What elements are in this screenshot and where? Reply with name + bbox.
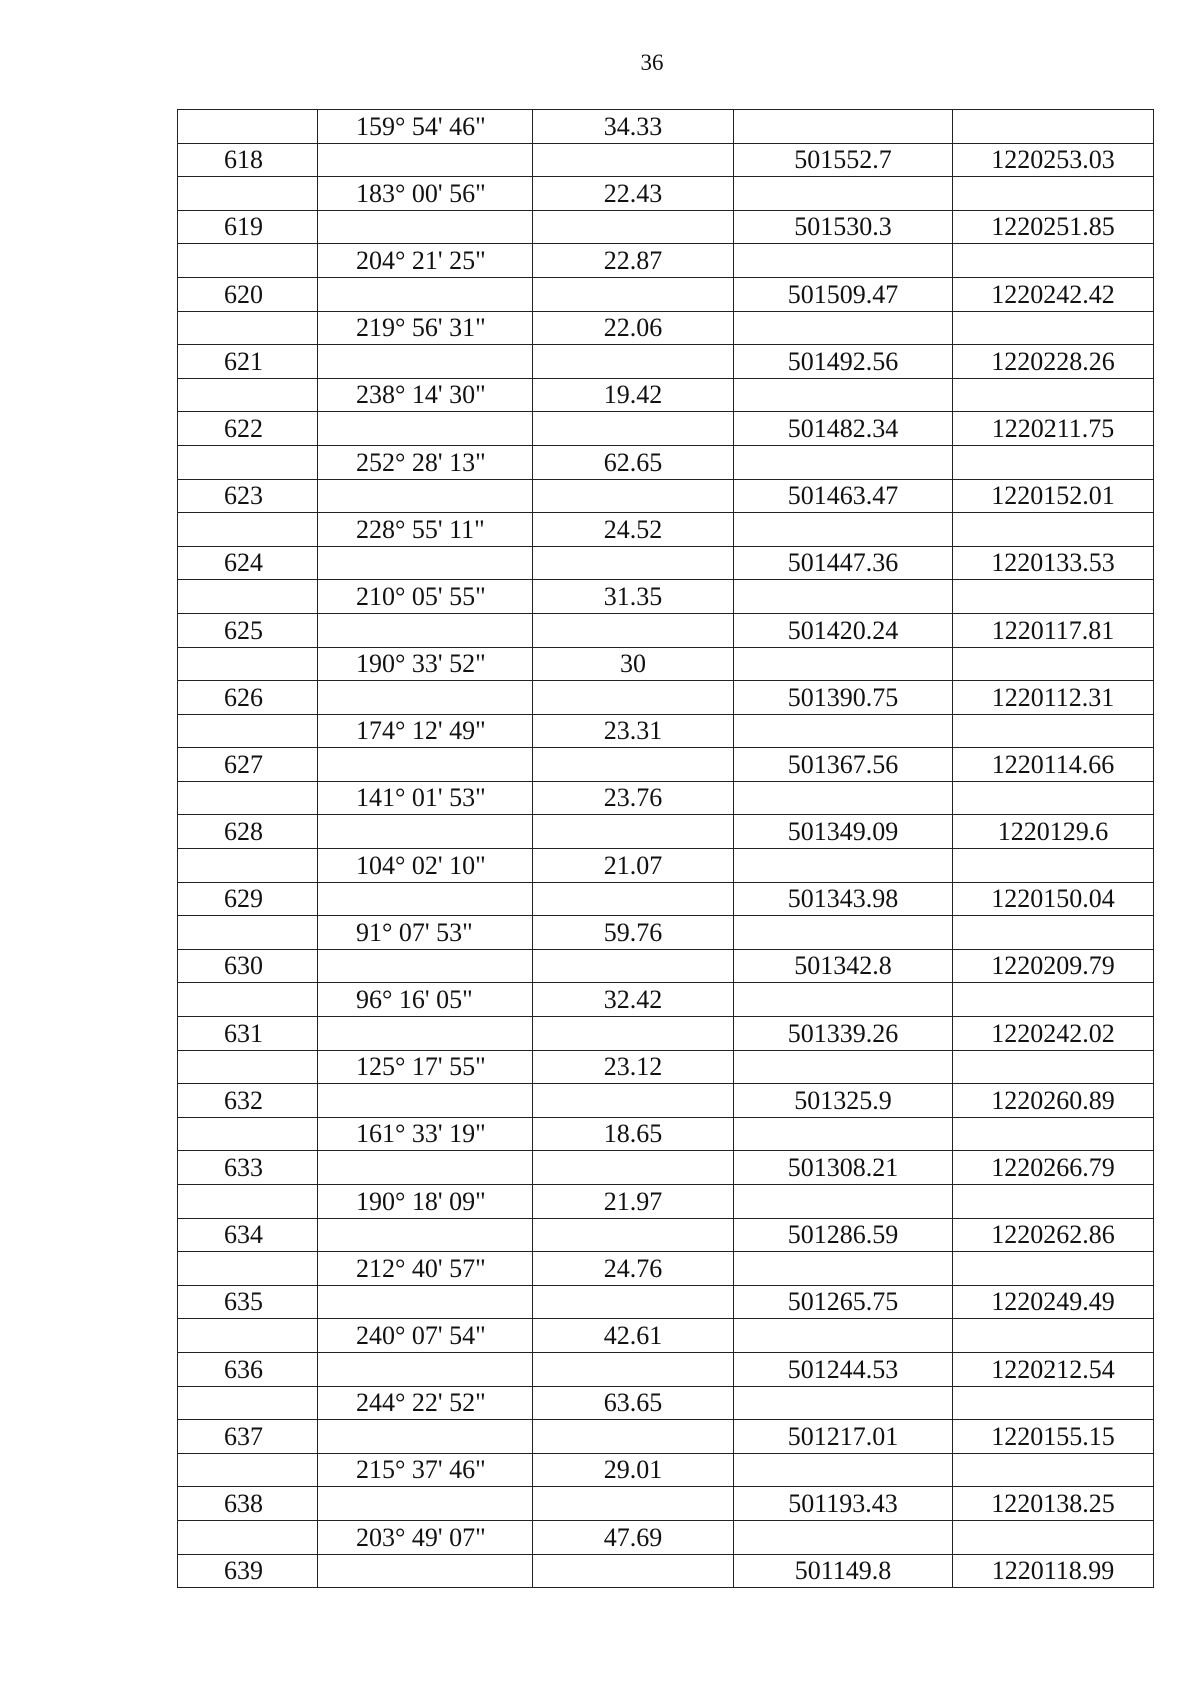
bearing-cell <box>318 479 533 513</box>
easting-cell: 1220249.49 <box>953 1285 1154 1319</box>
northing-cell: 501244.53 <box>734 1352 953 1386</box>
point-id-cell: 639 <box>178 1554 318 1588</box>
distance-cell: 63.65 <box>533 1386 734 1420</box>
point-row <box>178 1285 1154 1319</box>
distance-cell: 62.65 <box>533 445 734 479</box>
easting-cell: 1220150.04 <box>953 882 1154 916</box>
northing-cell: 501265.75 <box>734 1285 953 1319</box>
distance-cell: 34.33 <box>533 110 734 144</box>
bearing-cell <box>318 546 533 580</box>
distance-cell: 19.42 <box>533 378 734 412</box>
bearing-cell <box>318 277 533 311</box>
segment-row <box>178 1252 1154 1286</box>
easting-cell: 1220211.75 <box>953 412 1154 446</box>
bearing-cell <box>318 613 533 647</box>
point-id-cell <box>178 513 318 547</box>
bearing-cell <box>318 1285 533 1319</box>
distance-cell <box>533 1420 734 1454</box>
bearing-cell: 228° 55' 11" <box>318 513 533 547</box>
point-row <box>178 277 1154 311</box>
point-id-cell <box>178 1319 318 1353</box>
point-id-cell <box>178 1520 318 1554</box>
bearing-cell <box>318 1420 533 1454</box>
northing-cell <box>734 1453 953 1487</box>
segment-row <box>178 311 1154 345</box>
distance-cell <box>533 1151 734 1185</box>
easting-cell: 1220114.66 <box>953 748 1154 782</box>
point-row <box>178 681 1154 715</box>
bearing-cell <box>318 815 533 849</box>
northing-cell: 501193.43 <box>734 1487 953 1521</box>
bearing-cell: 215° 37' 46" <box>318 1453 533 1487</box>
distance-cell <box>533 1487 734 1521</box>
distance-cell <box>533 949 734 983</box>
northing-cell: 501492.56 <box>734 345 953 379</box>
distance-cell <box>533 210 734 244</box>
easting-cell <box>953 244 1154 278</box>
distance-cell: 22.43 <box>533 177 734 211</box>
point-id-cell <box>178 244 318 278</box>
point-id-cell <box>178 1185 318 1219</box>
bearing-cell <box>318 1218 533 1252</box>
easting-cell: 1220266.79 <box>953 1151 1154 1185</box>
northing-cell <box>734 110 953 144</box>
distance-cell: 22.87 <box>533 244 734 278</box>
northing-cell: 501286.59 <box>734 1218 953 1252</box>
bearing-cell: 183° 00' 56" <box>318 177 533 211</box>
northing-cell <box>734 244 953 278</box>
easting-cell: 1220253.03 <box>953 143 1154 177</box>
point-id-cell: 636 <box>178 1352 318 1386</box>
distance-cell <box>533 1285 734 1319</box>
northing-cell <box>734 177 953 211</box>
point-id-cell <box>178 1117 318 1151</box>
segment-row <box>178 513 1154 547</box>
point-id-cell: 619 <box>178 210 318 244</box>
distance-cell <box>533 815 734 849</box>
point-id-cell <box>178 1252 318 1286</box>
point-id-cell: 637 <box>178 1420 318 1454</box>
easting-cell: 1220129.6 <box>953 815 1154 849</box>
bearing-cell <box>318 1487 533 1521</box>
point-id-cell: 632 <box>178 1084 318 1118</box>
distance-cell <box>533 546 734 580</box>
point-row <box>178 1554 1154 1588</box>
easting-cell: 1220242.42 <box>953 277 1154 311</box>
northing-cell <box>734 513 953 547</box>
point-row <box>178 1151 1154 1185</box>
segment-row <box>178 1520 1154 1554</box>
distance-cell <box>533 345 734 379</box>
distance-cell: 23.12 <box>533 1050 734 1084</box>
segment-row <box>178 983 1154 1017</box>
segment-row <box>178 916 1154 950</box>
distance-cell <box>533 681 734 715</box>
point-row <box>178 479 1154 513</box>
easting-cell: 1220209.79 <box>953 949 1154 983</box>
distance-cell: 24.52 <box>533 513 734 547</box>
bearing-cell <box>318 1084 533 1118</box>
point-id-cell <box>178 580 318 614</box>
page-number: 36 <box>640 50 664 75</box>
northing-cell: 501390.75 <box>734 681 953 715</box>
distance-cell: 21.07 <box>533 849 734 883</box>
segment-row <box>178 1050 1154 1084</box>
bearing-cell: 91° 07' 53" <box>318 916 533 950</box>
bearing-cell: 204° 21' 25" <box>318 244 533 278</box>
northing-cell <box>734 916 953 950</box>
bearing-cell: 125° 17' 55" <box>318 1050 533 1084</box>
distance-cell <box>533 1352 734 1386</box>
easting-cell <box>953 445 1154 479</box>
northing-cell: 501339.26 <box>734 1017 953 1051</box>
easting-cell <box>953 1050 1154 1084</box>
point-id-cell <box>178 849 318 883</box>
bearing-cell: 212° 40' 57" <box>318 1252 533 1286</box>
point-id-cell: 622 <box>178 412 318 446</box>
distance-cell: 29.01 <box>533 1453 734 1487</box>
distance-cell <box>533 1554 734 1588</box>
point-id-cell: 628 <box>178 815 318 849</box>
distance-cell: 31.35 <box>533 580 734 614</box>
bearing-cell <box>318 1352 533 1386</box>
easting-cell: 1220152.01 <box>953 479 1154 513</box>
northing-cell <box>734 1185 953 1219</box>
easting-cell <box>953 849 1154 883</box>
bearing-cell <box>318 748 533 782</box>
easting-cell <box>953 1319 1154 1353</box>
survey-coordinates-table <box>177 109 1154 1588</box>
bearing-cell <box>318 882 533 916</box>
northing-cell <box>734 1319 953 1353</box>
bearing-cell: 190° 33' 52" <box>318 647 533 681</box>
point-row <box>178 949 1154 983</box>
distance-cell <box>533 143 734 177</box>
point-id-cell <box>178 1453 318 1487</box>
bearing-cell: 203° 49' 07" <box>318 1520 533 1554</box>
distance-cell: 23.76 <box>533 781 734 815</box>
bearing-cell: 174° 12' 49" <box>318 714 533 748</box>
bearing-cell <box>318 345 533 379</box>
northing-cell: 501343.98 <box>734 882 953 916</box>
distance-cell <box>533 412 734 446</box>
point-id-cell: 621 <box>178 345 318 379</box>
northing-cell <box>734 1050 953 1084</box>
segment-row <box>178 1386 1154 1420</box>
distance-cell <box>533 613 734 647</box>
northing-cell <box>734 378 953 412</box>
bearing-cell <box>318 1554 533 1588</box>
point-row <box>178 1487 1154 1521</box>
northing-cell: 501447.36 <box>734 546 953 580</box>
point-row <box>178 210 1154 244</box>
easting-cell <box>953 1520 1154 1554</box>
northing-cell: 501308.21 <box>734 1151 953 1185</box>
bearing-cell: 159° 54' 46" <box>318 110 533 144</box>
distance-cell: 32.42 <box>533 983 734 1017</box>
easting-cell: 1220262.86 <box>953 1218 1154 1252</box>
segment-row <box>178 378 1154 412</box>
easting-cell: 1220155.15 <box>953 1420 1154 1454</box>
point-id-cell: 638 <box>178 1487 318 1521</box>
northing-cell <box>734 1520 953 1554</box>
easting-cell <box>953 781 1154 815</box>
segment-row <box>178 1319 1154 1353</box>
bearing-cell <box>318 412 533 446</box>
point-id-cell: 618 <box>178 143 318 177</box>
distance-cell: 30 <box>533 647 734 681</box>
point-id-cell <box>178 916 318 950</box>
segment-row <box>178 1185 1154 1219</box>
bearing-cell: 104° 02' 10" <box>318 849 533 883</box>
point-row <box>178 815 1154 849</box>
northing-cell: 501463.47 <box>734 479 953 513</box>
segment-row <box>178 714 1154 748</box>
easting-cell <box>953 513 1154 547</box>
northing-cell: 501552.7 <box>734 143 953 177</box>
distance-cell: 23.31 <box>533 714 734 748</box>
distance-cell: 21.97 <box>533 1185 734 1219</box>
northing-cell <box>734 1386 953 1420</box>
point-id-cell: 629 <box>178 882 318 916</box>
segment-row <box>178 244 1154 278</box>
bearing-cell: 190° 18' 09" <box>318 1185 533 1219</box>
point-id-cell: 623 <box>178 479 318 513</box>
bearing-cell: 96° 16' 05" <box>318 983 533 1017</box>
northing-cell: 501342.8 <box>734 949 953 983</box>
segment-row <box>178 177 1154 211</box>
easting-cell: 1220212.54 <box>953 1352 1154 1386</box>
distance-cell <box>533 1218 734 1252</box>
northing-cell <box>734 1252 953 1286</box>
bearing-cell <box>318 210 533 244</box>
northing-cell: 501530.3 <box>734 210 953 244</box>
distance-cell <box>533 1017 734 1051</box>
bearing-cell: 141° 01' 53" <box>318 781 533 815</box>
segment-row <box>178 1117 1154 1151</box>
point-row <box>178 1218 1154 1252</box>
bearing-cell: 240° 07' 54" <box>318 1319 533 1353</box>
distance-cell <box>533 882 734 916</box>
point-id-cell <box>178 445 318 479</box>
northing-cell <box>734 647 953 681</box>
easting-cell <box>953 1386 1154 1420</box>
table-body <box>178 110 1154 1588</box>
easting-cell: 1220118.99 <box>953 1554 1154 1588</box>
segment-row <box>178 647 1154 681</box>
point-row <box>178 1017 1154 1051</box>
northing-cell: 501325.9 <box>734 1084 953 1118</box>
point-id-cell <box>178 983 318 1017</box>
segment-row <box>178 1453 1154 1487</box>
segment-row <box>178 580 1154 614</box>
point-row <box>178 412 1154 446</box>
northing-cell <box>734 714 953 748</box>
point-id-cell <box>178 647 318 681</box>
point-id-cell: 620 <box>178 277 318 311</box>
point-id-cell <box>178 177 318 211</box>
northing-cell: 501482.34 <box>734 412 953 446</box>
segment-row <box>178 849 1154 883</box>
segment-row <box>178 781 1154 815</box>
bearing-cell <box>318 949 533 983</box>
distance-cell: 24.76 <box>533 1252 734 1286</box>
bearing-cell <box>318 1017 533 1051</box>
easting-cell: 1220260.89 <box>953 1084 1154 1118</box>
point-id-cell: 627 <box>178 748 318 782</box>
bearing-cell <box>318 143 533 177</box>
northing-cell <box>734 580 953 614</box>
easting-cell <box>953 714 1154 748</box>
point-row <box>178 748 1154 782</box>
distance-cell: 47.69 <box>533 1520 734 1554</box>
easting-cell <box>953 378 1154 412</box>
point-id-cell: 635 <box>178 1285 318 1319</box>
point-id-cell: 631 <box>178 1017 318 1051</box>
easting-cell: 1220228.26 <box>953 345 1154 379</box>
easting-cell: 1220251.85 <box>953 210 1154 244</box>
point-id-cell <box>178 1386 318 1420</box>
easting-cell: 1220133.53 <box>953 546 1154 580</box>
easting-cell <box>953 110 1154 144</box>
segment-row <box>178 110 1154 144</box>
point-id-cell <box>178 781 318 815</box>
point-row <box>178 546 1154 580</box>
bearing-cell: 210° 05' 55" <box>318 580 533 614</box>
northing-cell: 501349.09 <box>734 815 953 849</box>
point-id-cell <box>178 1050 318 1084</box>
easting-cell: 1220112.31 <box>953 681 1154 715</box>
northing-cell: 501509.47 <box>734 277 953 311</box>
point-id-cell <box>178 378 318 412</box>
easting-cell <box>953 983 1154 1017</box>
bearing-cell: 238° 14' 30" <box>318 378 533 412</box>
point-row <box>178 1420 1154 1454</box>
easting-cell <box>953 311 1154 345</box>
point-id-cell: 625 <box>178 613 318 647</box>
northing-cell <box>734 445 953 479</box>
northing-cell <box>734 1117 953 1151</box>
northing-cell: 501149.8 <box>734 1554 953 1588</box>
easting-cell <box>953 177 1154 211</box>
point-id-cell <box>178 110 318 144</box>
point-row <box>178 143 1154 177</box>
northing-cell: 501367.56 <box>734 748 953 782</box>
easting-cell: 1220242.02 <box>953 1017 1154 1051</box>
point-id-cell: 630 <box>178 949 318 983</box>
northing-cell: 501217.01 <box>734 1420 953 1454</box>
bearing-cell: 252° 28' 13" <box>318 445 533 479</box>
bearing-cell <box>318 681 533 715</box>
distance-cell: 22.06 <box>533 311 734 345</box>
point-row <box>178 1352 1154 1386</box>
bearing-cell: 219° 56' 31" <box>318 311 533 345</box>
easting-cell <box>953 647 1154 681</box>
easting-cell <box>953 1117 1154 1151</box>
easting-cell: 1220117.81 <box>953 613 1154 647</box>
distance-cell: 59.76 <box>533 916 734 950</box>
point-id-cell: 626 <box>178 681 318 715</box>
point-row <box>178 1084 1154 1118</box>
easting-cell <box>953 1453 1154 1487</box>
point-id-cell <box>178 311 318 345</box>
point-id-cell <box>178 714 318 748</box>
point-id-cell: 634 <box>178 1218 318 1252</box>
distance-cell <box>533 277 734 311</box>
point-row <box>178 345 1154 379</box>
distance-cell <box>533 479 734 513</box>
northing-cell <box>734 311 953 345</box>
point-id-cell: 633 <box>178 1151 318 1185</box>
northing-cell <box>734 983 953 1017</box>
point-row <box>178 613 1154 647</box>
northing-cell <box>734 849 953 883</box>
easting-cell <box>953 916 1154 950</box>
distance-cell <box>533 1084 734 1118</box>
distance-cell: 42.61 <box>533 1319 734 1353</box>
bearing-cell: 161° 33' 19" <box>318 1117 533 1151</box>
northing-cell <box>734 781 953 815</box>
point-row <box>178 882 1154 916</box>
easting-cell <box>953 580 1154 614</box>
bearing-cell <box>318 1151 533 1185</box>
northing-cell: 501420.24 <box>734 613 953 647</box>
segment-row <box>178 445 1154 479</box>
distance-cell: 18.65 <box>533 1117 734 1151</box>
distance-cell <box>533 748 734 782</box>
point-id-cell: 624 <box>178 546 318 580</box>
bearing-cell: 244° 22' 52" <box>318 1386 533 1420</box>
easting-cell <box>953 1252 1154 1286</box>
easting-cell <box>953 1185 1154 1219</box>
easting-cell: 1220138.25 <box>953 1487 1154 1521</box>
